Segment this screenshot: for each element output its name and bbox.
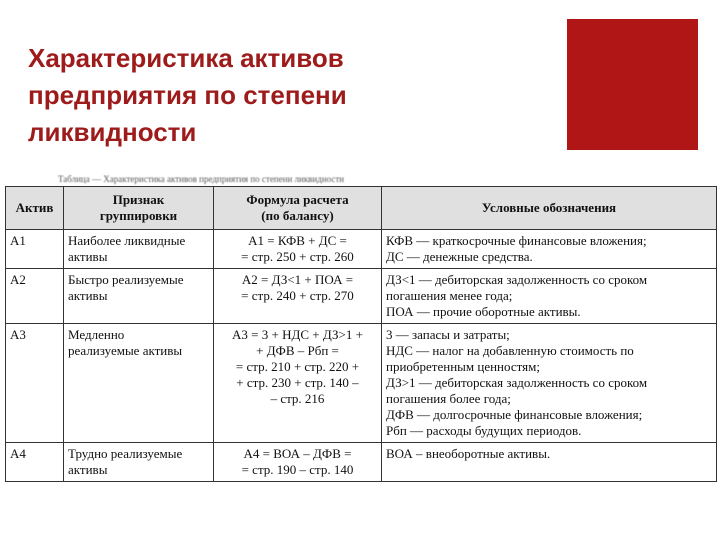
- cell-notes-line: ДС — денежные средства.: [386, 249, 533, 264]
- cell-formula-line: = стр. 240 + стр. 270: [241, 288, 354, 303]
- cell-group-sign: [64, 230, 214, 269]
- title-line: предприятия по степени: [28, 80, 347, 110]
- table-row: [6, 443, 717, 482]
- cell-notes-line: ВОА – внеоборотные активы.: [386, 446, 551, 461]
- cell-group-sign: [64, 324, 214, 443]
- cell-formula-line: = стр. 210 + стр. 220 +: [235, 359, 360, 374]
- cell-group-sign-line: реализуемые активы: [68, 343, 183, 358]
- header-formula-line: Формула расчета: [246, 192, 349, 207]
- cell-formula-line: = стр. 190 – стр. 140: [241, 462, 354, 477]
- cell-asset-code: [6, 443, 64, 482]
- accent-square: [567, 19, 698, 150]
- cell-notes: [382, 443, 717, 482]
- cell-asset-code: [6, 324, 64, 443]
- cell-notes: [382, 324, 717, 443]
- cell-notes-line: погашения более года;: [386, 391, 511, 406]
- title-line: Характеристика активов: [28, 43, 344, 73]
- header-asset: Актив: [6, 187, 64, 230]
- cell-asset-code-line: А2: [10, 272, 26, 287]
- cell-formula-line: + стр. 230 + стр. 140 –: [236, 375, 359, 390]
- table-body: [6, 230, 717, 482]
- header-sign-line: Признак: [112, 192, 165, 207]
- cell-notes: [382, 230, 717, 269]
- cell-notes-line: НДС — налог на добавленную стоимость по: [386, 343, 634, 358]
- cell-group-sign: [64, 443, 214, 482]
- title-line: ликвидности: [28, 117, 197, 147]
- table-row: [6, 324, 717, 443]
- cell-notes-line: погашения менее года;: [386, 288, 513, 303]
- cell-asset-code: [6, 269, 64, 324]
- cell-formula-line: А3 = 3 + НДС + ДЗ>1 +: [232, 327, 363, 342]
- cell-formula-line: = стр. 250 + стр. 260: [241, 249, 354, 264]
- cell-notes-line: ДЗ<1 — дебиторская задолженность со сроком: [386, 272, 648, 287]
- cell-notes-line: ДЗ>1 — дебиторская задолженность со сроком: [386, 375, 648, 390]
- table-header-row: [6, 187, 717, 230]
- cell-group-sign-line: Наиболее ликвидные: [68, 233, 186, 248]
- slide-title: [28, 40, 548, 151]
- cell-formula-line: А1 = КФВ + ДС =: [248, 233, 347, 248]
- cell-group-sign-line: Трудно реализуемые: [68, 446, 183, 461]
- cell-notes-line: ПОА — прочие оборотные активы.: [386, 304, 581, 319]
- cell-formula-line: А2 = ДЗ<1 + ПОА =: [241, 272, 354, 287]
- cell-group-sign-line: Медленно: [68, 327, 125, 342]
- page-footer-fragment: [60, 520, 480, 530]
- cell-asset-code-line: А3: [10, 327, 26, 342]
- cell-formula: [214, 324, 382, 443]
- header-sign: [64, 187, 214, 230]
- cell-formula: [214, 443, 382, 482]
- cell-asset-code-line: А1: [10, 233, 26, 248]
- cell-group-sign-line: активы: [68, 249, 108, 264]
- cell-notes-line: 3 — запасы и затраты;: [386, 327, 510, 342]
- header-formula: [214, 187, 382, 230]
- cell-group-sign-line: активы: [68, 462, 108, 477]
- cell-asset-code-line: А4: [10, 446, 26, 461]
- cell-group-sign-line: Быстро реализуемые: [68, 272, 184, 287]
- cell-notes-line: приобретенным ценностям;: [386, 359, 540, 374]
- cell-notes-line: ДФВ — долгосрочные финансовые вложения;: [386, 407, 643, 422]
- cell-formula-line: А4 = ВОА – ДФВ =: [243, 446, 352, 461]
- cell-group-sign: [64, 269, 214, 324]
- cell-formula: [214, 269, 382, 324]
- cell-formula-line: + ДФВ – Рбп =: [256, 343, 339, 358]
- cell-notes-line: КФВ — краткосрочные финансовые вложения;: [386, 233, 647, 248]
- table-row: [6, 269, 717, 324]
- header-formula-line: (по балансу): [261, 208, 334, 223]
- table-caption: Таблица — Характеристика активов предприятия по степени ликвидности: [58, 174, 345, 184]
- table-row: [6, 230, 717, 269]
- liquidity-table: [5, 186, 717, 482]
- cell-group-sign-line: активы: [68, 288, 108, 303]
- cell-formula-line: – стр. 216: [270, 391, 325, 406]
- cell-formula: [214, 230, 382, 269]
- header-notes: Условные обозначения: [382, 187, 717, 230]
- cell-asset-code: [6, 230, 64, 269]
- cell-notes-line: Рбп — расходы будущих периодов.: [386, 423, 582, 438]
- cell-notes: [382, 269, 717, 324]
- header-sign-line: группировки: [99, 208, 178, 223]
